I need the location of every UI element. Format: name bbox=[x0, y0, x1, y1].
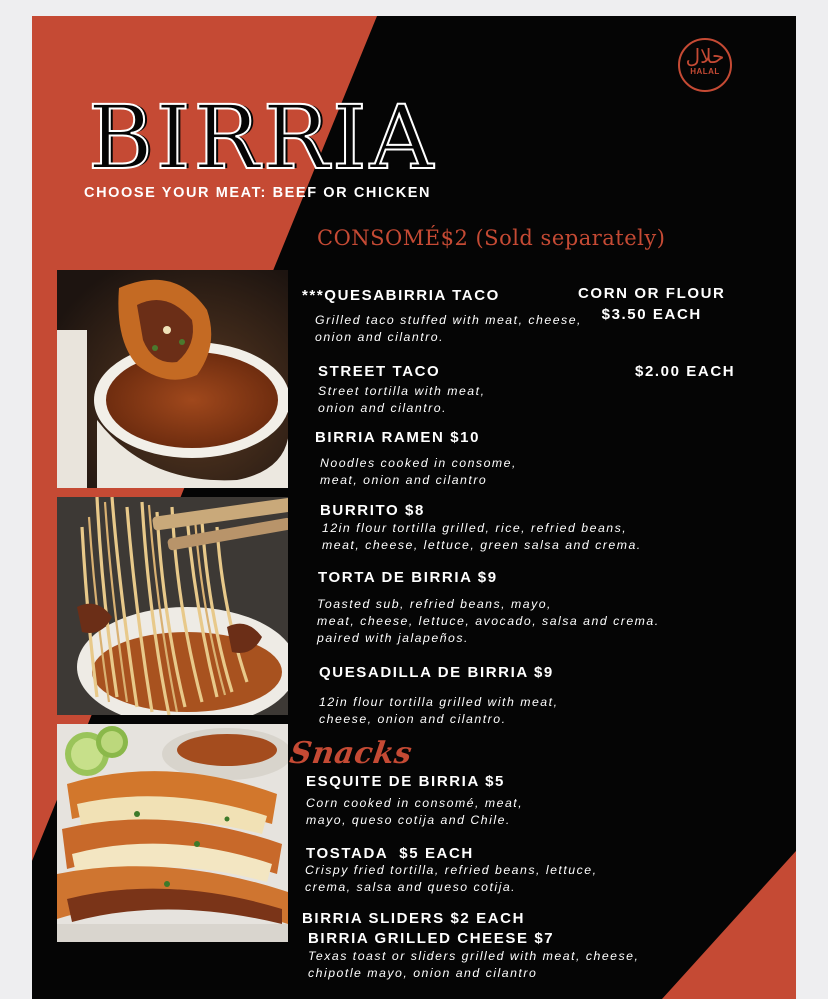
price-line: $3.50 EACH bbox=[601, 306, 702, 323]
halal-label: HALAL bbox=[690, 67, 720, 76]
burrito-name: BURRITO $8 bbox=[320, 502, 425, 519]
desc-line: chipotle mayo, onion and cilantro bbox=[308, 966, 538, 980]
grilled-cheese-desc bbox=[308, 948, 639, 982]
tostada-name: TOSTADA $5 EACH bbox=[306, 845, 474, 862]
accent-triangle-right bbox=[662, 851, 796, 999]
desc-line: Grilled taco stuffed with meat, cheese, bbox=[315, 313, 582, 327]
desc-line: 12in flour tortilla grilled with meat, bbox=[319, 695, 559, 709]
esquite-desc bbox=[306, 795, 523, 829]
desc-line: paired with jalapeños. bbox=[317, 631, 469, 645]
torta-name: TORTA DE BIRRIA $9 bbox=[318, 569, 498, 586]
desc-line: mayo, queso cotija and Chile. bbox=[306, 813, 511, 827]
birria-ramen-noodles-photo bbox=[57, 497, 288, 715]
menu-title: BIRRIA bbox=[88, 86, 437, 189]
street-taco-price: $2.00 EACH bbox=[635, 363, 736, 380]
birria-sliders-name: BIRRIA SLIDERS $2 EACH bbox=[302, 910, 526, 927]
taco-dipped-in-consome-photo bbox=[57, 270, 288, 488]
desc-line: meat, cheese, lettuce, avocado, salsa and crema. bbox=[317, 614, 660, 628]
desc-line: meat, cheese, lettuce, green salsa and crema. bbox=[322, 538, 642, 552]
street-taco-desc bbox=[318, 383, 485, 417]
birria-ramen-desc bbox=[320, 455, 517, 489]
snacks-heading: Snacks bbox=[287, 736, 415, 771]
desc-line: Street tortilla with meat, bbox=[318, 384, 486, 398]
desc-line: onion and cilantro. bbox=[315, 330, 444, 344]
halal-arabic-text: حلال bbox=[685, 44, 725, 68]
desc-line: Noodles cooked in consome, bbox=[320, 456, 517, 470]
quesadilla-desc bbox=[319, 694, 558, 728]
desc-line: cheese, onion and cilantro. bbox=[319, 712, 507, 726]
torta-desc bbox=[317, 596, 660, 647]
quesadilla-name: QUESADILLA DE BIRRIA $9 bbox=[319, 664, 554, 681]
desc-line: Corn cooked in consomé, meat, bbox=[306, 796, 524, 810]
menu-page bbox=[32, 16, 796, 999]
menu-subtitle: CHOOSE YOUR MEAT: BEEF OR CHICKEN bbox=[84, 185, 432, 201]
esquite-name: ESQUITE DE BIRRIA $5 bbox=[306, 773, 505, 790]
tostada-desc bbox=[305, 862, 598, 896]
halal-badge-icon bbox=[678, 38, 732, 92]
consome-price: CONSOMÉ$2 (Sold separately) bbox=[317, 226, 666, 250]
desc-line: crema, salsa and queso cotija. bbox=[305, 880, 517, 894]
quesabirria-tacos-photo bbox=[57, 724, 288, 942]
desc-line: 12in flour tortilla grilled, rice, refried beans, bbox=[322, 521, 628, 535]
grilled-cheese-name: BIRRIA GRILLED CHEESE $7 bbox=[308, 930, 555, 947]
quesabirria-taco-name: ***QUESABIRRIA TACO bbox=[302, 287, 500, 304]
price-line: CORN OR FLOUR bbox=[578, 285, 726, 302]
birria-ramen-name: BIRRIA RAMEN $10 bbox=[315, 429, 481, 446]
quesabirria-taco-price bbox=[578, 283, 725, 325]
street-taco-name: STREET TACO bbox=[318, 363, 441, 380]
desc-line: onion and cilantro. bbox=[318, 401, 447, 415]
desc-line: meat, onion and cilantro bbox=[320, 473, 488, 487]
burrito-desc bbox=[322, 520, 642, 554]
desc-line: Toasted sub, refried beans, mayo, bbox=[317, 597, 552, 611]
quesabirria-taco-desc bbox=[315, 312, 582, 346]
desc-line: Texas toast or sliders grilled with meat, cheese, bbox=[308, 949, 640, 963]
desc-line: Crispy fried tortilla, refried beans, lettuce, bbox=[305, 863, 598, 877]
